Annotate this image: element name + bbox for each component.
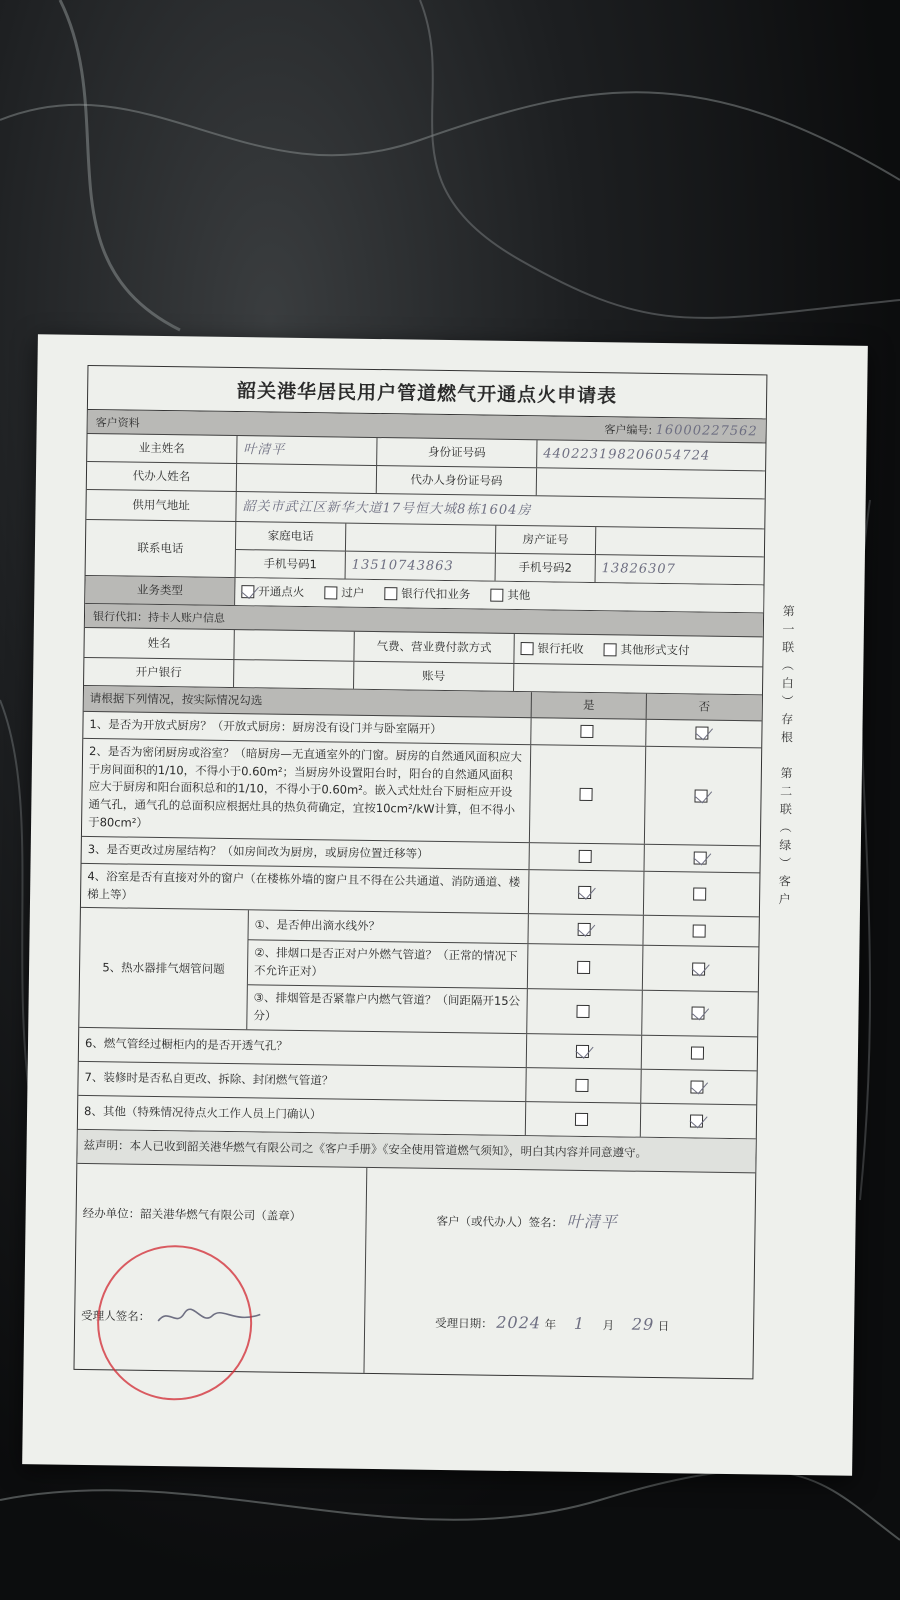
form-title: 韶关港华居民用户管道燃气开通点火申请表 — [88, 366, 767, 419]
q1-yes-checkbox[interactable] — [580, 725, 593, 738]
contact-grid — [236, 522, 765, 584]
customer-section-label: 客户资料 — [95, 415, 140, 430]
question-5c: ③、排烟管是否紧靠户内燃气管道？（间距隔开15公分） — [247, 985, 528, 1033]
home-phone-label: 家庭电话 — [236, 522, 346, 551]
date-day: 29 — [631, 1314, 655, 1335]
application-form-paper — [22, 334, 868, 1475]
q5a-no-checkbox[interactable] — [693, 925, 706, 938]
q4-no-checkbox[interactable] — [693, 887, 706, 900]
q6-yes-checkbox[interactable] — [575, 1044, 588, 1057]
question-5-subrows — [247, 911, 759, 1036]
question-5: 5、热水器排气烟管问题 — [79, 908, 249, 1029]
form-table — [73, 365, 767, 1379]
id-no-label: 身份证号码 — [377, 438, 537, 467]
checkbox-checked[interactable] — [241, 585, 254, 598]
address-value: 韶关市武江区新华大道17号恒大城8栋1604房 — [242, 498, 532, 518]
biz-option-ignition[interactable]: 开通点火 — [241, 583, 304, 601]
q5c-yes-checkbox[interactable] — [576, 1005, 589, 1018]
company-seal-stamp — [96, 1244, 253, 1401]
no-header: 否 — [698, 699, 711, 714]
owner-name-label: 业主姓名 — [87, 434, 237, 463]
mobile2-value: 13826307 — [601, 560, 676, 577]
biz-option-bank[interactable]: 银行代扣业务 — [384, 585, 470, 603]
question-row-2 — [82, 739, 761, 847]
q5b-yes-checkbox[interactable] — [577, 960, 590, 973]
q5c-no-checkbox[interactable] — [691, 1007, 704, 1020]
q8-no-checkbox[interactable] — [690, 1114, 703, 1127]
customer-no: 客户编号: 16000227562 — [604, 422, 758, 439]
checkbox[interactable] — [520, 642, 533, 655]
owner-name-value: 叶清平 — [237, 436, 377, 465]
account-value — [514, 664, 762, 694]
declaration: 兹声明：本人已收到韶关港华燃气有限公司之《客户手册》《安全使用管道燃气须知》，明白其内容并同意遵守。 — [83, 1138, 648, 1161]
q6-no-checkbox[interactable] — [691, 1046, 704, 1059]
date-month: 1 — [573, 1314, 586, 1334]
q1-no-checkbox[interactable] — [695, 727, 708, 740]
bank-name-label: 姓名 — [84, 628, 234, 659]
home-phone-value — [346, 524, 496, 553]
agent-name-label: 代办人姓名 — [87, 462, 237, 491]
question-4: 4、浴室是否有直接对外的窗户（在楼栋外墙的窗户且不得在公共通道、消防通道、楼梯上等） — [81, 864, 530, 914]
pay-method-label: 气费、营业费付款方式 — [354, 632, 514, 663]
house-cert-label: 房产证号 — [496, 526, 596, 554]
question-5b: ②、排烟口是否正对户外燃气管道？（正常的情况下不允许正对） — [248, 941, 529, 989]
question-5a: ①、是否伸出滴水线外？ — [248, 911, 528, 944]
agency-sign-area — [74, 1163, 367, 1372]
biz-option-other[interactable]: 其他 — [490, 586, 530, 604]
mobile1-value: 13510743863 — [346, 552, 496, 581]
pay-method-options — [514, 634, 762, 666]
q3-no-checkbox[interactable] — [694, 852, 707, 865]
q3-yes-checkbox[interactable] — [578, 850, 591, 863]
question-8: 8、其他（特殊情况待点火工作人员上门确认） — [78, 1095, 526, 1134]
agent-id-label: 代办人身份证号码 — [377, 466, 537, 495]
biz-type-label: 业务类型 — [85, 576, 235, 605]
q2-yes-checkbox[interactable] — [579, 788, 592, 801]
checkbox[interactable] — [490, 589, 503, 602]
bank-section-label: 银行代扣：持卡人账户信息 — [92, 609, 226, 625]
question-row-5 — [79, 908, 759, 1037]
checkbox[interactable] — [603, 643, 616, 656]
bank-name-value — [234, 630, 354, 661]
agency-label: 经办单位：韶关港华燃气有限公司（盖章） — [82, 1205, 302, 1223]
copy-sidebar-label: 第一联（白）存根 第二联（绿）客户 — [776, 604, 796, 911]
bank-value — [234, 660, 354, 689]
yes-header: 是 — [532, 692, 647, 719]
question-6: 6、燃气管经过橱柜内的是否开透气孔？ — [79, 1027, 527, 1066]
q5a-yes-checkbox[interactable] — [577, 923, 590, 936]
question-7: 7、装修时是否私自更改、拆除、封闭燃气管道？ — [78, 1061, 526, 1100]
customer-signature: 叶清平 — [566, 1211, 618, 1232]
account-label: 账号 — [354, 662, 514, 691]
q7-no-checkbox[interactable] — [690, 1080, 703, 1093]
question-3: 3、是否更改过房屋结构？（如房间改为厨房，或厨房位置迁移等） — [82, 837, 530, 869]
mobile1-label: 手机号码1 — [236, 550, 346, 579]
bank-label: 开户银行 — [84, 658, 234, 687]
pay-option-other[interactable]: 其他形式支付 — [603, 641, 689, 659]
id-no-value: 440223198206054724 — [543, 446, 711, 464]
question-2: 2、是否为密闭厨房或浴室？（暗厨房—无直通室外的门窗。厨房的自然通风面积应大于房间面积的1/10，不得小于0.60m²；当厨房外设置阳台时，阳台的自然通风面积应大于厨房和阳台面积总和的1/10，不得小于0.60m²。嵌入式灶灶台下厨柜应开设通气孔，通气孔的总面积应根据灶具的热负荷确定，宜按10cm²/kW计算，但不得小于80cm²） — [82, 739, 531, 842]
accept-date: 受理日期： 2024 年 1 月 29 日 — [435, 1313, 670, 1335]
handler-sign: 受理人签名： — [81, 1304, 264, 1331]
contact-row — [86, 520, 765, 585]
contact-label: 联系电话 — [86, 520, 237, 577]
agent-name-value — [237, 464, 377, 493]
checkbox[interactable] — [384, 587, 397, 600]
customer-sign-area — [364, 1168, 755, 1378]
pay-option-bank[interactable]: 银行托收 — [520, 640, 583, 658]
customer-no-value: 16000227562 — [655, 422, 758, 439]
question-1: 1、是否为开放式厨房？（开放式厨房：厨房没有设门并与卧室隔开） — [83, 712, 531, 744]
biz-option-transfer[interactable]: 过户 — [324, 584, 364, 602]
date-year: 2024 — [496, 1313, 542, 1333]
checkbox[interactable] — [324, 586, 337, 599]
agent-id-value — [537, 468, 765, 498]
house-cert-value — [596, 527, 764, 556]
q8-yes-checkbox[interactable] — [574, 1112, 587, 1125]
q4-yes-checkbox[interactable] — [578, 886, 591, 899]
mobile2-label: 手机号码2 — [496, 554, 596, 582]
q5b-no-checkbox[interactable] — [692, 962, 705, 975]
q7-yes-checkbox[interactable] — [575, 1078, 588, 1091]
address-label: 供用气地址 — [86, 490, 236, 521]
signature-row — [74, 1163, 755, 1377]
q2-no-checkbox[interactable] — [694, 789, 707, 802]
check-section-label: 请根据下列情况，按实际情况勾选 — [84, 686, 532, 717]
customer-sign: 客户（或代办人）签名： 叶清平 — [436, 1211, 618, 1232]
